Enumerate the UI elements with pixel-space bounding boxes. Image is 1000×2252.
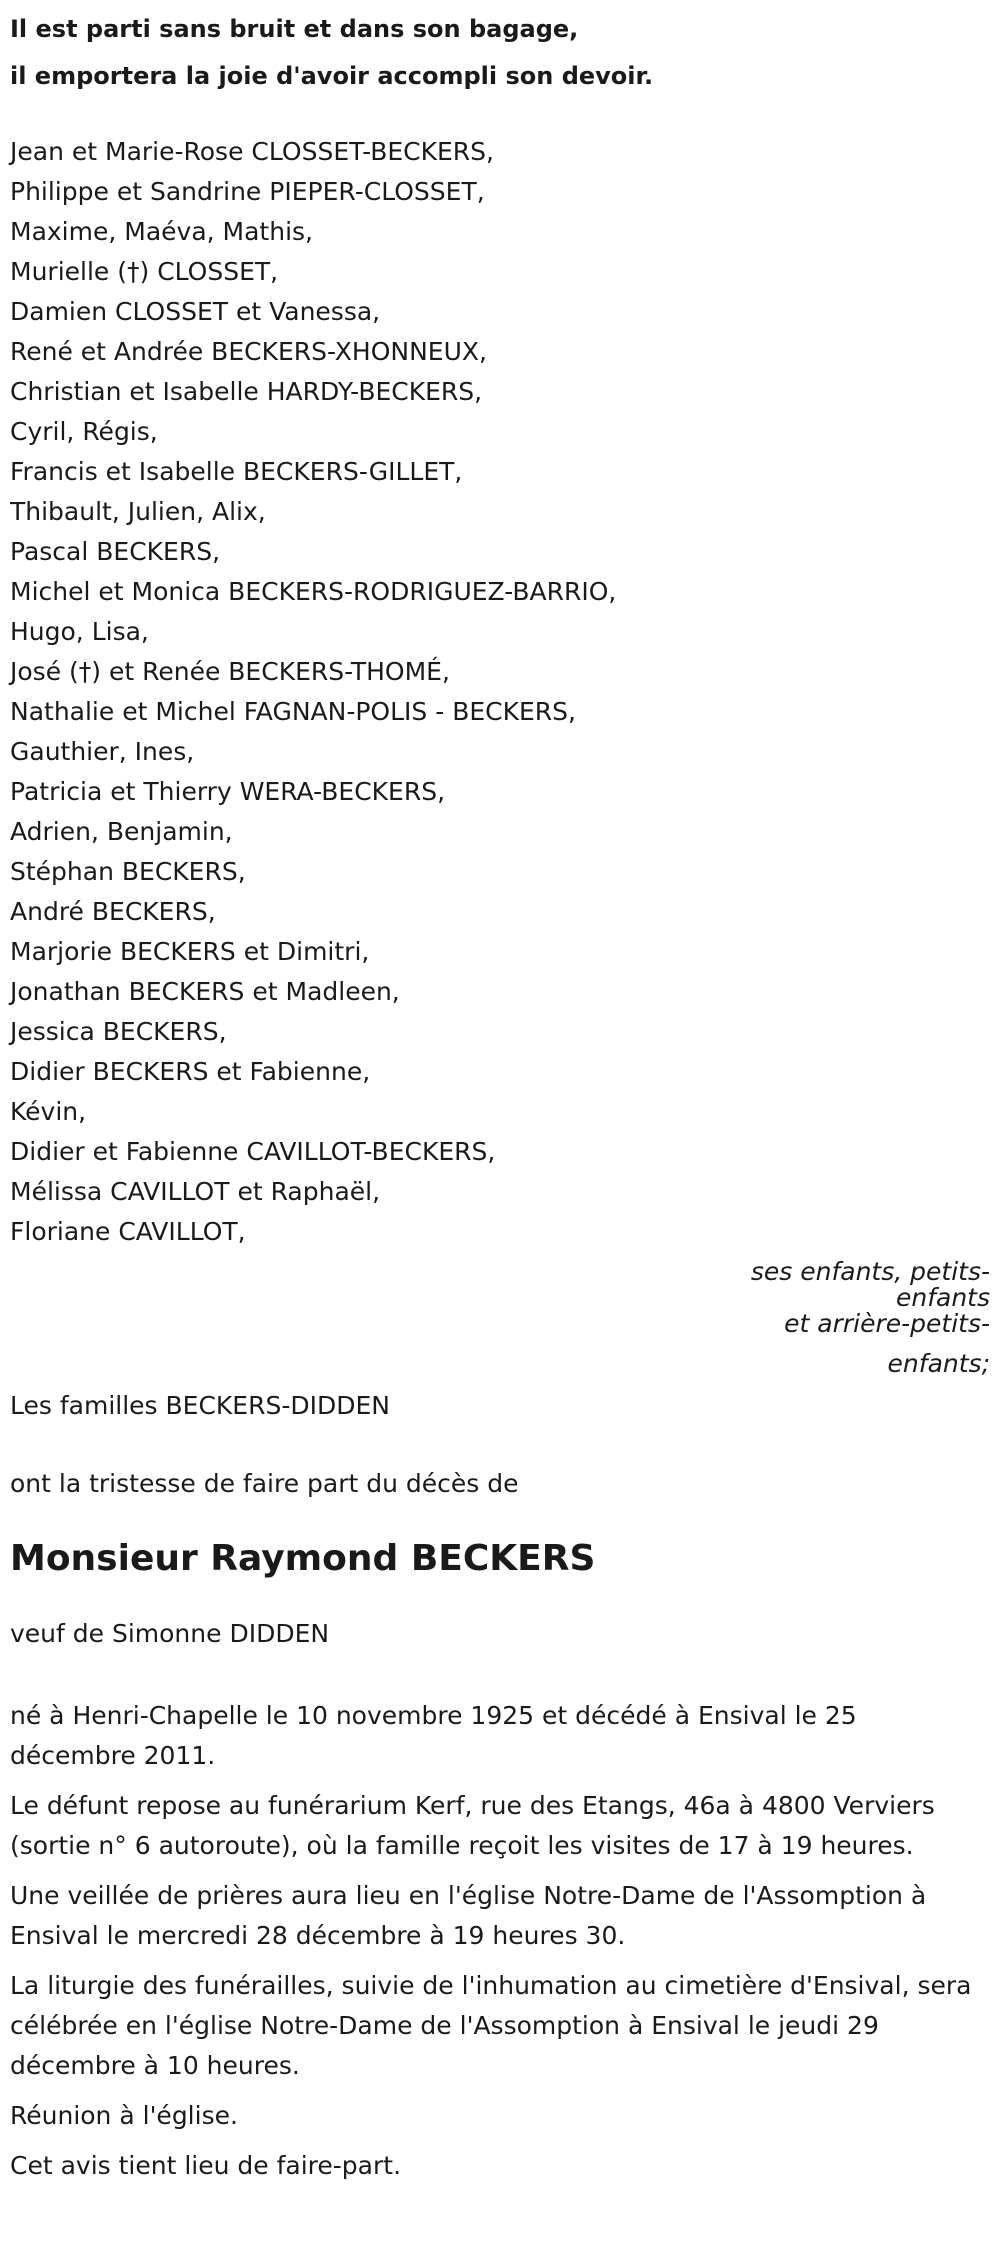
relation-line: enfants;: [887, 1349, 990, 1378]
family-member: Nathalie et Michel FAGNAN-POLIS - BECKERS,: [10, 697, 576, 726]
widow-line: veuf de Simonne DIDDEN: [10, 1619, 330, 1648]
vigil-paragraph: Une veillée de prières aura lieu en l'église Notre-Dame de l'Assomption à Ensival le mercredi 28 décembre à 19 heures 30.: [10, 1881, 927, 1950]
family-list: [10, 132, 990, 1252]
notice-paragraph: Cet avis tient lieu de faire-part.: [10, 2151, 402, 2180]
family-member: Michel et Monica BECKERS-RODRIGUEZ-BARRIO,: [10, 577, 617, 606]
family-member: Didier BECKERS et Fabienne,: [10, 1057, 371, 1086]
family-member: Thibault, Julien, Alix,: [10, 497, 266, 526]
family-member: Gauthier, Ines,: [10, 737, 195, 766]
relation-line: enfants: [895, 1283, 990, 1312]
family-member: Pascal BECKERS,: [10, 537, 221, 566]
epigraph: [10, 0, 990, 100]
liturgy-paragraph: La liturgie des funérailles, suivie de l'inhumation au cimetière d'Ensival, sera célébrée en l'église Notre-Dame de l'Assomption à Ensival le jeudi 29 décembre à 10 heures.: [10, 1971, 972, 2080]
family-member: Philippe et Sandrine PIEPER-CLOSSET,: [10, 177, 485, 206]
birth-death-paragraph: né à Henri-Chapelle le 10 novembre 1925 et décédé à Ensival le 25 décembre 2011.: [10, 1701, 857, 1770]
obituary-notice: [10, 0, 990, 2186]
family-member: René et Andrée BECKERS-XHONNEUX,: [10, 337, 487, 366]
family-member: Kévin,: [10, 1097, 87, 1126]
family-member: Didier et Fabienne CAVILLOT-BECKERS,: [10, 1137, 496, 1166]
reunion-paragraph: Réunion à l'église.: [10, 2101, 238, 2130]
epigraph-line: il emportera la joie d'avoir accompli son devoir.: [10, 62, 654, 90]
family-member: Christian et Isabelle HARDY-BECKERS,: [10, 377, 483, 406]
epigraph-line: Il est parti sans bruit et dans son bagage,: [10, 15, 579, 43]
family-member: Patricia et Thierry WERA-BECKERS,: [10, 777, 446, 806]
family-member: Jean et Marie-Rose CLOSSET-BECKERS,: [10, 137, 494, 166]
family-member: Floriane CAVILLOT,: [10, 1217, 246, 1246]
family-member: Jessica BECKERS,: [10, 1017, 227, 1046]
family-member: Stéphan BECKERS,: [10, 857, 246, 886]
family-member: Maxime, Maéva, Mathis,: [10, 217, 313, 246]
relation-caption: [10, 1252, 990, 1384]
family-member: Damien CLOSSET et Vanessa,: [10, 297, 381, 326]
family-member: Marjorie BECKERS et Dimitri,: [10, 937, 370, 966]
family-member: José (†) et Renée BECKERS-THOMÉ,: [10, 657, 450, 686]
funeral-home-paragraph: Le défunt repose au funérarium Kerf, rue des Etangs, 46a à 4800 Verviers (sortie n° 6 autoroute), où la famille reçoit les visites de 17 à 19 heures.: [10, 1791, 935, 1860]
family-member: Mélissa CAVILLOT et Raphaël,: [10, 1177, 381, 1206]
family-member: Jonathan BECKERS et Madleen,: [10, 977, 400, 1006]
announcement-text: ont la tristesse de faire part du décès de: [10, 1469, 519, 1498]
family-member: Cyril, Régis,: [10, 417, 158, 446]
family-member: Adrien, Benjamin,: [10, 817, 233, 846]
family-member: Murielle (†) CLOSSET,: [10, 257, 279, 286]
family-member: André BECKERS,: [10, 897, 216, 926]
family-member: Hugo, Lisa,: [10, 617, 149, 646]
deceased-name: Monsieur Raymond BECKERS: [10, 1538, 596, 1579]
family-member: Francis et Isabelle BECKERS-GILLET,: [10, 457, 463, 486]
relation-line: ses enfants, petits-: [750, 1257, 990, 1286]
extended-families: Les familles BECKERS-DIDDEN: [10, 1391, 390, 1420]
relation-line: et arrière-petits-: [784, 1309, 990, 1338]
